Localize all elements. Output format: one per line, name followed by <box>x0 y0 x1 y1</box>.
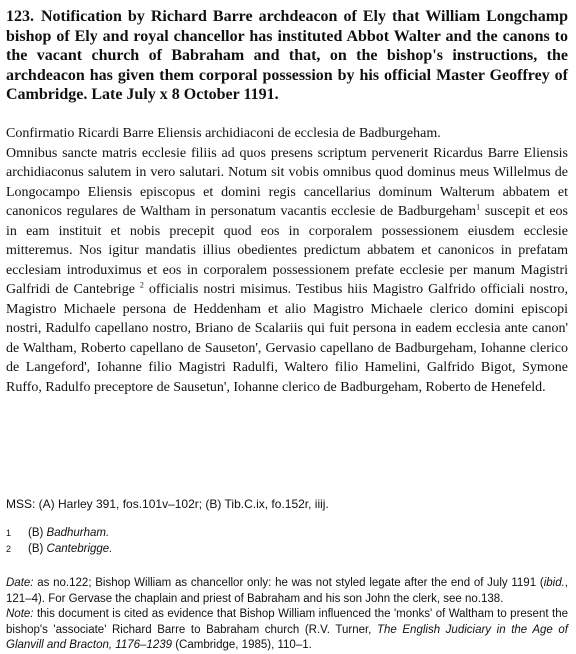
footnote-mark-2: 2 <box>139 280 144 290</box>
document-number: 123. <box>6 8 34 25</box>
charter-text-part-3: officialis nostri misimus. Testibus hiis Magistro Galfrido officiali nostro, Magistro Michaele persona de Heddenham et alio Magistro Michaele clerico domini episcopi nostri, Radulfo capellano nostro, Briano de Scalariis qui fuit persona in eadem ecclesia ante canon' de Waltham, Roberto capellano de Sauseton', Gervasio capellano de Badburgeham, Iohanne clerico de Langeford', Iohanne filio Magistri Radulfi, Waltero filio Hamelini, Galfrido Bigot, Symone Ruffo, Radulfo preceptore de Sausetun', Iohanne clerico de Badburgeham, Roberto de Henefeld. <box>6 282 569 395</box>
footnote-number: 1 <box>6 528 12 538</box>
charter-text-part-1: Omnibus sancte matris ecclesie filiis ad quos presens scriptum pervenerit Ricardus Barre Eliensis archidiaconus salutem in vero salutari. Notum sit vobis omnibus quod dominus meus Willelmus de Longocampo Eliensis episcopus et domini regis cancellarius dominum Walterum abbatem et canonicos regulares de Waltham in personatum vacantis ecclesie de Badburgeham <box>6 145 568 219</box>
note-text-a: this document is cited as evidence that Bishop William influenced the 'monks' of Waltham to present the bishop's 'associate' Richard Barre to Babraham church (R.V. Turner, <box>6 608 568 636</box>
date-note <box>6 576 568 607</box>
note-text-b: (Cambridge, 1985), 110–1. <box>172 639 312 651</box>
footnote-source: (B) <box>28 527 44 539</box>
heading-text: Notification by Richard Barre archdeacon of Ely that William Longchamp bishop of Ely and royal chancellor has instituted Abbot Walter and the canons to the vacant church of Babraham and that, on the bishop's instructions, the archdeacon has given them corporal possession by his official Master Geoffrey of Cambridge. Late July x 8 October 1191. <box>6 8 568 103</box>
ibid: ibid. <box>543 577 565 589</box>
footnote-source: (B) <box>28 543 44 555</box>
footnote-number: 2 <box>6 544 12 554</box>
footnote <box>6 541 568 557</box>
date-text-a: as no.122; Bishop William as chancellor only: he was not styled legate after the end of July 1191 ( <box>33 577 544 589</box>
footnote-mark-1: 1 <box>476 202 481 212</box>
footnote <box>6 525 568 541</box>
date-label: Date: <box>6 577 34 589</box>
general-note <box>6 607 568 654</box>
footnote-reading: Badhurham. <box>46 527 110 539</box>
document-heading <box>6 7 568 105</box>
commentary <box>6 576 568 654</box>
manuscripts-line: MSS: (A) Harley 391, fos.101v–102r; (B) Tib.C.ix, fo.152r, iiij. <box>6 497 329 511</box>
date-text-b: , 121–4). For Gervase the chaplain and priest of Babraham and his son John the clerk, see no.138. <box>6 577 568 605</box>
footnotes <box>6 525 568 557</box>
charter-text <box>6 144 568 398</box>
charter-text-part-2: suscepit et eos in eam instituit et nobis precepit quod eos in corporalem possessionem eiusdem ecclesie mitteremus. Nos igitur mandatis illius obedientes predictum abbatem et canonicos in prefatam ecclesiam introduximus et eos in corporalem possessionem prefate ecclesie per manum Magistri Galfridi de Cantebrige <box>6 204 568 297</box>
latin-text <box>6 124 568 397</box>
note-label: Note: <box>6 608 34 620</box>
footnote-reading: Cantebrigge. <box>46 543 113 555</box>
rubric: Confirmatio Ricardi Barre Eliensis archidiaconi de ecclesia de Badburgeham. <box>6 126 441 141</box>
book-title: The English Judiciary in the Age of Glanvill and Bracton, 1176–1239 <box>6 623 568 651</box>
